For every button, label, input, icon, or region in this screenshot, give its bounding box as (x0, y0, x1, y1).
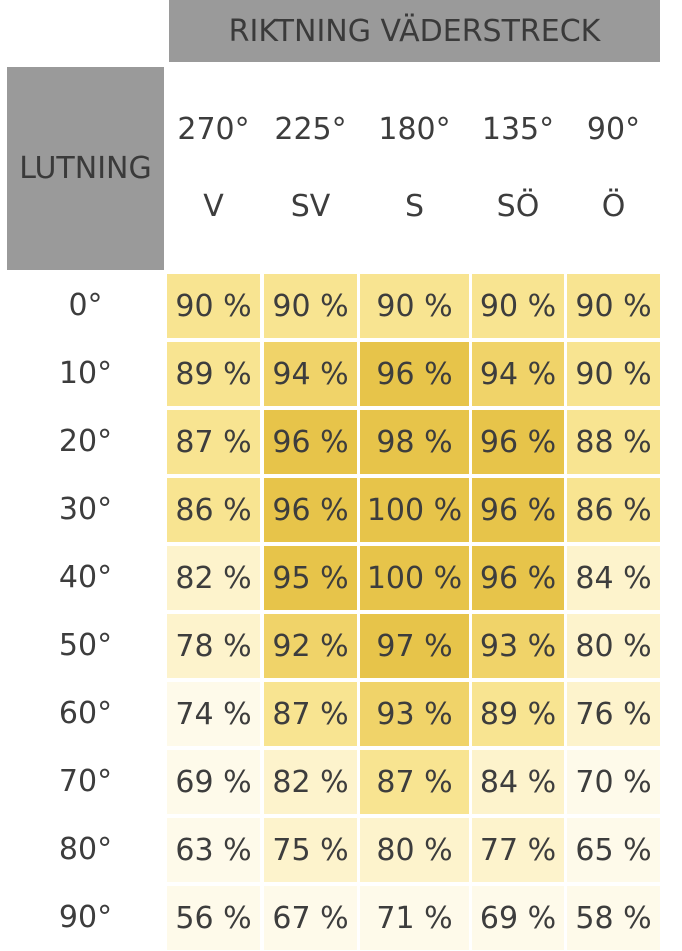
table-cell: 96 % (472, 546, 564, 610)
table-cell: 56 % (167, 886, 260, 950)
table-cell: 94 % (264, 342, 357, 406)
row-tilt-label: 20° (58, 423, 113, 459)
column-degree: 270° (177, 112, 250, 147)
table-cell: 90 % (167, 274, 260, 338)
column-degree: 135° (481, 112, 555, 147)
table-cell: 69 % (167, 750, 260, 814)
table-cell: 92 % (264, 614, 357, 678)
table-cell: 87 % (167, 410, 260, 474)
row-tilt-label: 70° (58, 763, 113, 799)
table-cell: 75 % (264, 818, 357, 882)
table-cell: 100 % (360, 478, 469, 542)
table-cell: 98 % (360, 410, 469, 474)
table-cell: 84 % (567, 546, 660, 610)
table-cell: 90 % (264, 274, 357, 338)
row-tilt-label: 60° (58, 695, 113, 731)
table-cell: 86 % (167, 478, 260, 542)
table-cell: 65 % (567, 818, 660, 882)
row-tilt-label: 80° (58, 831, 113, 867)
column-direction: V (203, 189, 224, 224)
table-cell: 90 % (567, 274, 660, 338)
row-tilt-label: 90° (58, 899, 113, 935)
table-cell: 94 % (472, 342, 564, 406)
table-cell: 67 % (264, 886, 357, 950)
row-tilt-label: 50° (58, 627, 113, 663)
table-cell: 84 % (472, 750, 564, 814)
table-cell: 69 % (472, 886, 564, 950)
table-cell: 88 % (567, 410, 660, 474)
table-cell: 82 % (264, 750, 357, 814)
column-direction: SV (290, 189, 331, 224)
table-cell: 87 % (360, 750, 469, 814)
table-cell: 90 % (360, 274, 469, 338)
table-cell: 89 % (167, 342, 260, 406)
table-cell: 96 % (472, 410, 564, 474)
table-cell: 96 % (264, 478, 357, 542)
row-tilt-label: 0° (68, 287, 103, 323)
table-cell: 93 % (360, 682, 469, 746)
table-cell: 97 % (360, 614, 469, 678)
table-cell: 80 % (567, 614, 660, 678)
table-cell: 93 % (472, 614, 564, 678)
table-cell: 76 % (567, 682, 660, 746)
column-degree: 90° (586, 112, 641, 147)
tilt-header: LUTNING (7, 67, 164, 270)
table-cell: 96 % (472, 478, 564, 542)
table-cell: 82 % (167, 546, 260, 610)
column-direction: Ö (601, 189, 626, 224)
table-cell: 74 % (167, 682, 260, 746)
table-cell: 90 % (472, 274, 564, 338)
table-cell: 96 % (360, 342, 469, 406)
row-tilt-label: 30° (58, 491, 113, 527)
column-degree: 180° (378, 112, 451, 147)
direction-header: RIKTNING VÄDERSTRECK (169, 0, 660, 62)
table-cell: 86 % (567, 478, 660, 542)
table-cell: 100 % (360, 546, 469, 610)
table-cell: 63 % (167, 818, 260, 882)
table-cell: 87 % (264, 682, 357, 746)
table-cell: 90 % (567, 342, 660, 406)
column-direction: S (404, 189, 425, 224)
table-cell: 70 % (567, 750, 660, 814)
table-cell: 95 % (264, 546, 357, 610)
table-cell: 89 % (472, 682, 564, 746)
table-cell: 58 % (567, 886, 660, 950)
table-cell: 78 % (167, 614, 260, 678)
row-tilt-label: 10° (58, 355, 113, 391)
column-direction: SÖ (496, 189, 540, 224)
table-cell: 71 % (360, 886, 469, 950)
table-cell: 96 % (264, 410, 357, 474)
column-degree: 225° (274, 112, 347, 147)
table-cell: 77 % (472, 818, 564, 882)
row-tilt-label: 40° (58, 559, 113, 595)
table-cell: 80 % (360, 818, 469, 882)
